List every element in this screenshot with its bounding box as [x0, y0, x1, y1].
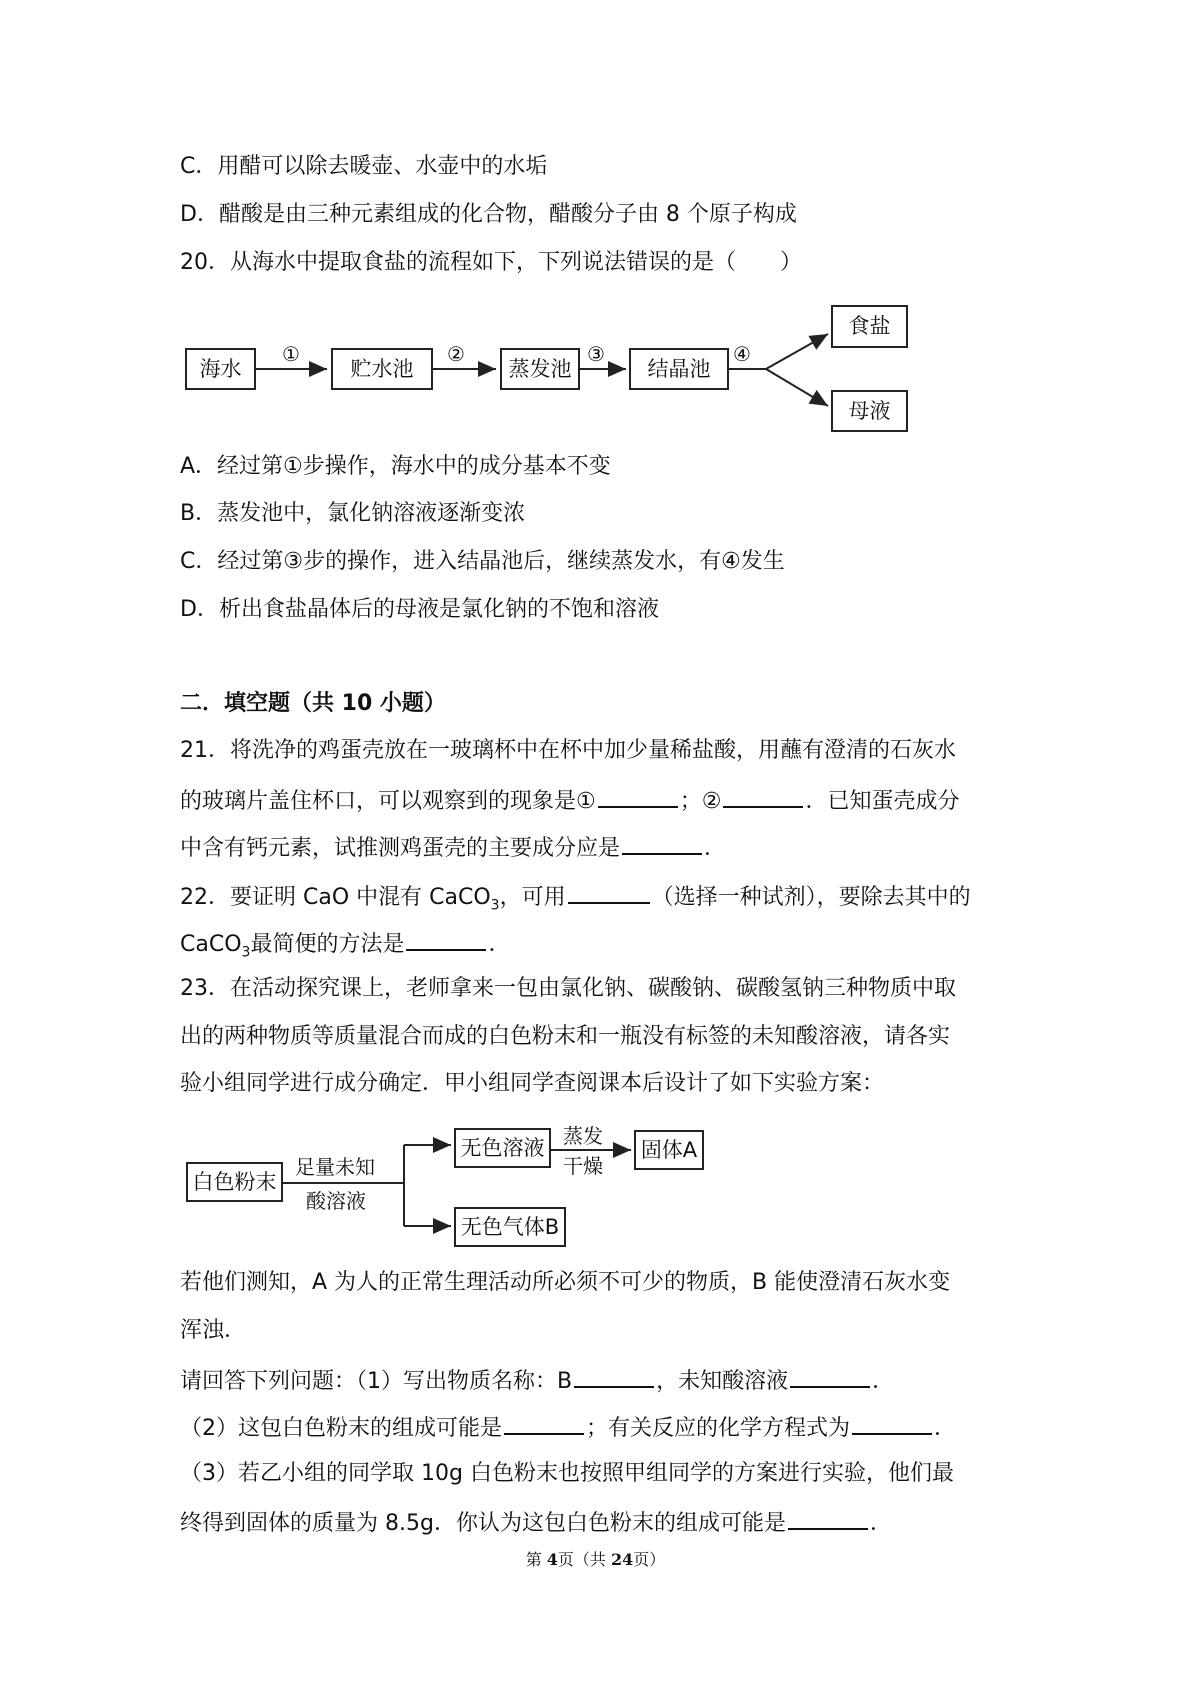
box-evaporation-pool: 蒸发池 — [500, 348, 580, 390]
label-acid-line2: 酸溶液 — [306, 1189, 366, 1213]
q23-text-h: ． — [869, 1511, 892, 1536]
q23-line4: 若他们测知，A 为人的正常生理活动所必须不可少的物质，B 能使澄清石灰水变 — [180, 1270, 951, 1295]
q23-blank-1 — [574, 1364, 654, 1388]
box-colorless-gas-b: 无色气体B — [454, 1207, 566, 1247]
q23-text-e: ；有关反应的化学方程式为 — [586, 1416, 851, 1441]
box-storage-pool: 贮水池 — [331, 348, 433, 390]
q23-line8: （3）若乙小组的同学取 10g 白色粉末也按照甲组同学的方案进行实验，他们最 — [180, 1461, 954, 1486]
footer-page-number: 4 — [546, 1550, 558, 1569]
box-solid-a: 固体A — [634, 1130, 704, 1170]
q21-text-b: ；② — [679, 789, 722, 814]
q23-blank-5 — [788, 1506, 868, 1530]
q23-blank-3 — [504, 1411, 584, 1435]
label-step1: ① — [282, 342, 300, 366]
box-crystallization-pool: 结晶池 — [629, 348, 729, 390]
q23-text-f: ． — [934, 1416, 957, 1441]
q20-option-b: B．蒸发池中，氯化钠溶液逐渐变浓 — [180, 501, 526, 526]
box-salt: 食盐 — [831, 305, 908, 348]
q23-line5: 浑浊． — [180, 1318, 247, 1343]
q23-text-g: 终得到固体的质量为 8.5g．你认为这包白色粉末的组成可能是 — [180, 1511, 786, 1536]
q22-text-c: （选择一种试剂），要除去其中的 — [651, 885, 971, 910]
q23-text-a: 请回答下列问题：（1）写出物质名称：B — [180, 1369, 573, 1394]
label-acid-line1: 足量未知 — [295, 1155, 375, 1179]
q23-text-c: ． — [872, 1369, 895, 1394]
q23-blank-4 — [852, 1411, 932, 1435]
q23-line2: 出的两种物质等质量混合而成的白色粉末和一瓶没有标签的未知酸溶液，请各实 — [180, 1024, 951, 1049]
q20-option-a: A．经过第①步操作，海水中的成分基本不变 — [180, 454, 611, 479]
box-seawater: 海水 — [185, 348, 256, 390]
footer-post: 页） — [633, 1550, 666, 1569]
label-step2: ② — [447, 342, 465, 366]
q21-text-e: ． — [704, 836, 727, 861]
label-evaporate: 蒸发 — [563, 1124, 603, 1148]
q22-subscript-2: 3 — [241, 944, 251, 961]
q22-text-a: 22．要证明 CaO 中混有 CaCO — [180, 885, 491, 910]
q23-line1: 23．在活动探究课上，老师拿来一包由氯化钠、碳酸钠、碳酸氢钠三种物质中取 — [180, 976, 956, 1001]
q23-blank-2 — [790, 1364, 870, 1388]
q22-text-f: ． — [488, 932, 511, 957]
label-dry: 干燥 — [563, 1154, 603, 1178]
q20-option-c: C．经过第③步的操作，进入结晶池后，继续蒸发水，有④发生 — [180, 549, 785, 574]
q23-text-b: ，未知酸溶液 — [656, 1369, 789, 1394]
q21-text-c: ．已知蛋壳成分 — [805, 789, 960, 814]
q23-line7 — [180, 1411, 956, 1444]
footer-total-pages: 24 — [611, 1550, 634, 1569]
label-step4: ④ — [733, 342, 751, 366]
page-footer — [0, 1547, 1191, 1570]
q22-text-b: ，可用 — [499, 885, 566, 910]
q22-text-e: 最简便的方法是 — [250, 932, 405, 957]
q21-text-a: 的玻璃片盖住杯口，可以观察到的现象是① — [180, 789, 596, 814]
q21-line1: 21．将洗净的鸡蛋壳放在一玻璃杯中在杯中加少量稀盐酸，用蘸有澄清的石灰水 — [180, 738, 956, 763]
q23-line9 — [180, 1506, 892, 1539]
q20-stem: 20．从海水中提取食盐的流程如下，下列说法错误的是（ ） — [180, 250, 802, 275]
q23-line3: 验小组同学进行成分确定．甲小组同学查阅课本后设计了如下实验方案： — [180, 1071, 885, 1096]
footer-pre: 第 — [525, 1550, 547, 1569]
box-white-powder: 白色粉末 — [186, 1162, 283, 1202]
q23-line6 — [180, 1364, 894, 1397]
q22-subscript: 3 — [490, 897, 500, 914]
q19-option-d: D．醋酸是由三种元素组成的化合物，醋酸分子由 8 个原子构成 — [180, 202, 797, 227]
q22-text-d: CaCO — [180, 932, 242, 957]
q20-option-d: D．析出食盐晶体后的母液是氯化钠的不饱和溶液 — [180, 597, 659, 622]
q23-text-d: （2）这包白色粉末的组成可能是 — [180, 1416, 502, 1441]
section-title: 二．填空题（共 10 小题） — [180, 691, 446, 716]
footer-mid: 页（共 — [557, 1550, 612, 1569]
q21-text-d: 中含有钙元素，试推测鸡蛋壳的主要成分应是 — [180, 836, 621, 861]
box-mother-liquor: 母液 — [831, 390, 908, 432]
q19-option-c: C．用醋可以除去暖壶、水壶中的水垢 — [180, 154, 548, 179]
box-colorless-solution: 无色溶液 — [454, 1128, 551, 1168]
label-step3: ③ — [587, 342, 605, 366]
